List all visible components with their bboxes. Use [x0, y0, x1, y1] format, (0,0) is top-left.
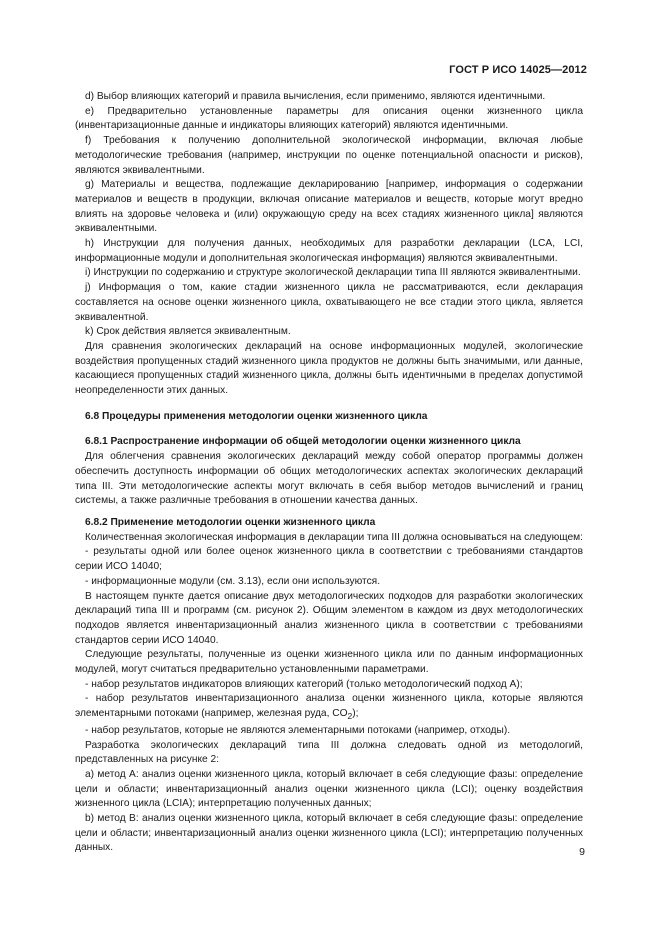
method-b-item: b) метод В: анализ оценки жизненного цикла, который включает в себя следующие фазы: определение цели и области; инвентаризационный анализ оценки жизненного цикла (LCI); интерпретацию полученных данных. [75, 813, 583, 854]
section-6-8-1-heading: 6.8.1 Распространение информации об общей методологии оценки жизненного цикла [85, 436, 521, 448]
paragraph-item-h: h) Инструкции для получения данных, необходимых для разработки декларации (LCA, LCI, информационные модули и дополнительная экологическая информация) являются эквивалентными. [75, 238, 583, 264]
page-number: 9 [579, 846, 585, 858]
paragraph-comparison: Для сравнения экологических деклараций на основе информационных модулей, экологические воздействия пропущенных стадий жизненного цикла продуктов не должны быть значимыми, или данные, касающиеся пропущенных стадий жизненного цикла, должны быть идентичными в пределах допустимой неопределенности этих данных. [75, 340, 583, 397]
section-6-8-2-para-3: Следующие результаты, полученные из оценки жизненного цикла или по данным информационных модулей, могут считаться предварительно установленными параметрами. [75, 649, 583, 676]
paragraph-item-e: e) Предварительно установленные параметры для описания оценки жизненного цикла (инвентаризационные данные и индикаторы влияющих категорий) являются идентичными. [75, 105, 583, 132]
paragraph-item-g: g) Материалы и вещества, подлежащие декларированию [например, информация о содержании материалов и веществ в продукции, включая описание материалов и веществ, которые могут вредно влиять на здоровье человека и (или) окружающую среду на всех стадиях жизненного цикла] являются эквивалентными. [75, 179, 583, 235]
section-6-8-2-list-1: - результаты одной или более оценок жизненного цикла в соответствии с требованиями стандартов серии ИСО 14040; [75, 546, 583, 573]
paragraph-item-j: j) Информация о том, какие стадии жизненного цикла не рассматриваются, если декларация составляется на основе оценки жизненного цикла, охватывающего не все стадии этого цикла, является эквивалентной. [75, 282, 583, 323]
section-6-8-2-list-5: - набор результатов, которые не являются элементарными потоками (например, отходы). [85, 724, 511, 736]
section-6-8-2-list-4 [75, 692, 583, 723]
section-6-8-2-list-2: - информационные модули (см. 3.13), если они используются. [85, 575, 381, 587]
section-6-8-2-para-4: Разработка экологических деклараций типа III должна следовать одной из методологий, представленных на рисунке 2: [75, 739, 583, 766]
paragraph-item-k: k) Срок действия является эквивалентным. [85, 326, 291, 338]
paragraph-item-f: f) Требования к получению дополнительной экологической информации, включая любые методологические требования (например, инструкции по оценке потенциальной опасности и рисков), являются эквивалентными. [75, 135, 583, 176]
section-6-8-heading: 6.8 Процедуры применения методологии оценки жизненного цикла [85, 410, 428, 422]
page-content [75, 90, 583, 856]
section-6-8-2-list-3: - набор результатов индикаторов влияющих категорий (только методологический подход А); [85, 678, 523, 690]
section-6-8-2-para-1: Количественная экологическая информация в декларации типа III должна основываться на следующем: [85, 531, 584, 543]
list-4-text: - набор результатов инвентаризационного анализа оценки жизненного цикла, которые являются элементарными потоками (например, железная руда, CO [75, 693, 583, 720]
section-6-8-1-text: Для облегчения сравнения экологических деклараций между собой оператор программы должен обеспечить доступность информации об общих методологических аспектах экологических деклараций типа III. Эти методологические аспекты могут включать в себя выбор методов вычислений и границ системы, а также различные требования в отношении качества данных. [75, 451, 583, 507]
paragraph-item-i: i) Инструкции по содержанию и структуре экологической декларации типа III являются эквивалентными. [85, 267, 581, 279]
section-6-8-2-heading: 6.8.2 Применение методологии оценки жизненного цикла [85, 516, 376, 528]
section-6-8-2-para-2: В настоящем пункте дается описание двух методологических подходов для разработки экологических деклараций типа III и программ (см. рисунок 2). Общим элементом в каждом из двух методологических подходов является инвентаризационный анализ жизненного цикла в соответствии с требованиями стандартов серии ИСО 14040. [75, 590, 583, 646]
standard-header: ГОСТ Р ИСО 14025—2012 [449, 64, 587, 76]
list-4-tail: ); [352, 708, 359, 720]
co2-subscript: 2 [347, 711, 353, 722]
method-a-item: a) метод А: анализ оценки жизненного цикла, который включает в себя следующие фазы: определение цели и области; инвентаризационный анализ оценки жизненного цикла (LCI); оценку воздействия жизненного цикла (LCIA); интерпретацию полученных данных; [75, 768, 583, 810]
paragraph-item-d: d) Выбор влияющих категорий и правила вычисления, если применимо, являются идентичными. [85, 91, 546, 102]
